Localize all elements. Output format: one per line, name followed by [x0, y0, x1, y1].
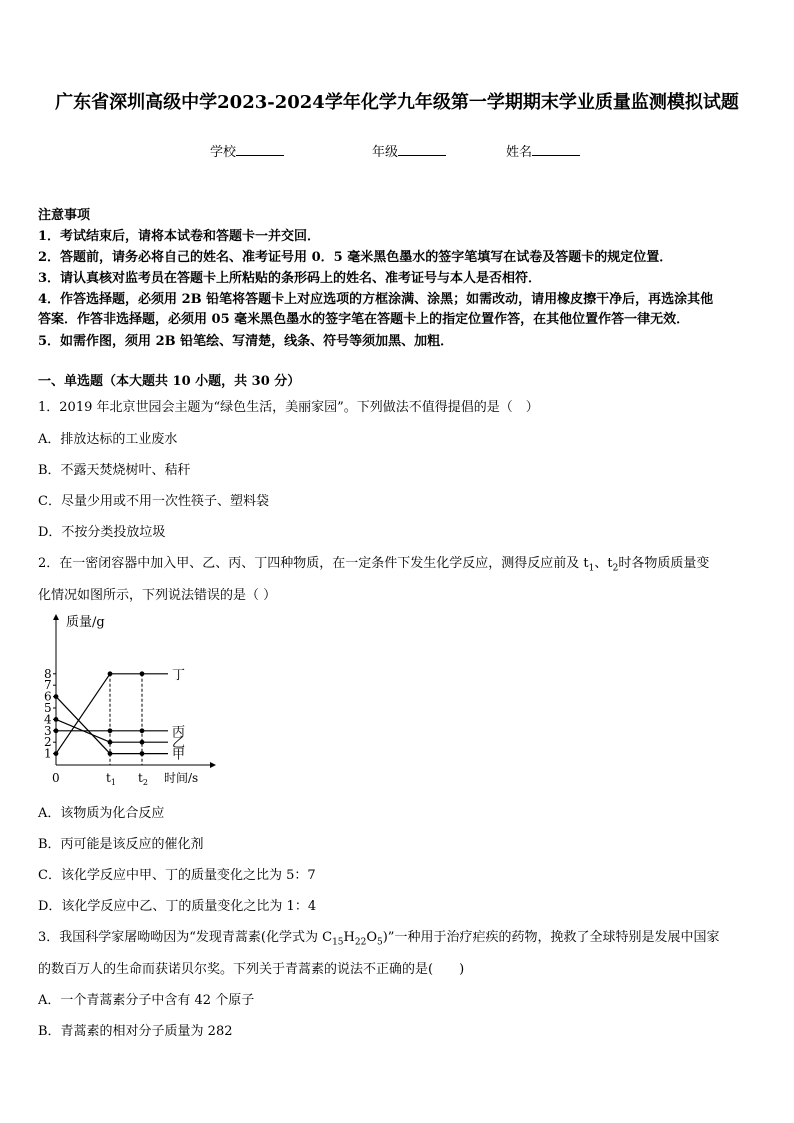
- y-tick-label: 5: [44, 701, 52, 715]
- subscript: 15: [332, 937, 344, 948]
- data-point: [108, 740, 113, 745]
- y-tick-label: 7: [44, 678, 52, 693]
- data-point: [54, 717, 59, 722]
- school-blank[interactable]: [236, 143, 284, 156]
- grade-label: 年级: [372, 145, 399, 160]
- y-tick-label: 1: [44, 746, 52, 761]
- data-point: [54, 728, 59, 733]
- q3-stem-text: )”一种用于治疗疟疾的药物，挽救了全球特别是发展中国家: [382, 930, 720, 945]
- q1-option-d: D．不按分类投放垃圾: [38, 525, 166, 540]
- series-label: 甲: [172, 747, 186, 763]
- q2-option-a: A．该物质为化合反应: [38, 806, 165, 821]
- q3-stem-line1: [38, 926, 720, 948]
- y-tick-label: 8: [44, 666, 52, 681]
- name-field[interactable]: [506, 141, 580, 160]
- q2-option-b: B．丙可能是该反应的催化剂: [38, 837, 204, 852]
- q2-stem-text: 、t: [594, 556, 613, 571]
- q3-stem-text: O: [366, 930, 377, 945]
- q2-option-d: D．该化学反应中乙、丁的质量变化之比为 1：4: [38, 899, 317, 914]
- x-tick-label: $t_2$: [138, 771, 148, 787]
- q2-stem-line2: 化情况如图所示，下列说法错误的是（ ）: [38, 588, 277, 603]
- grade-blank[interactable]: [398, 143, 446, 156]
- subscript: 1: [588, 563, 595, 574]
- note-item: 3．请认真核对监考员在答题卡上所粘贴的条形码上的姓名、准考证号与本人是否相符．: [38, 271, 542, 286]
- series-label: 丁: [172, 667, 186, 683]
- data-point: [108, 728, 113, 733]
- name-blank[interactable]: [532, 143, 580, 156]
- q2-stem-text: 2．在一密闭容器中加入甲、乙、丙、丁四种物质，在一定条件下发生化学反应，测得反应前及 t: [38, 556, 589, 571]
- x-axis-arrow: [210, 762, 216, 768]
- y-axis-label: 质量/g: [66, 615, 105, 630]
- y-tick-label: 6: [44, 689, 52, 704]
- q1-option-a: A．排放达标的工业废水: [38, 432, 178, 447]
- mass-time-chart: [40, 612, 220, 792]
- note-item: 答案．作答非选择题，必须用 05 毫米黑色墨水的签字笔在答题卡上的指定位置作答，在其他位置作答一律无效．: [38, 312, 690, 327]
- school-label: 学校: [210, 145, 237, 160]
- note-item: 2．答题前，请务必将自己的姓名、准考证号用 0．5 毫米黑色墨水的签字笔填写在试卷及答题卡的规定位置．: [38, 250, 673, 265]
- page-title: 广东省深圳高级中学2023-2024学年化学九年级第一学期期末学业质量监测模拟试题: [55, 92, 739, 113]
- q3-stem-text: H: [343, 930, 355, 945]
- data-point: [108, 751, 113, 756]
- origin-label: 0: [52, 771, 60, 785]
- y-axis-arrow: [53, 614, 59, 620]
- school-field[interactable]: [210, 141, 284, 160]
- q1-option-b: B．不露天焚烧树叶、秸秆: [38, 463, 191, 478]
- x-tick-label: $t_1$: [106, 771, 116, 787]
- subscript: 5: [377, 937, 383, 948]
- subscript: 22: [354, 937, 367, 948]
- data-point: [54, 694, 59, 699]
- q2-stem-text: 时各物质质量变: [618, 556, 710, 571]
- q3-option-a: A．一个青蒿素分子中含有 42 个原子: [38, 993, 255, 1008]
- data-point: [140, 728, 145, 733]
- note-item: 5．如需作图，须用 2B 铅笔绘、写清楚，线条、符号等须加黑、加粗．: [38, 334, 454, 349]
- q3-stem-text: 3．我国科学家屠呦呦因为“发现青蒿素(化学式为 C: [38, 930, 333, 945]
- q2-option-c: C．该化学反应中甲、丁的质量变化之比为 5：7: [38, 868, 316, 883]
- q1-stem: 1．2019 年北京世园会主题为“绿色生活，美丽家园”。下列做法不值得提倡的是（ ）: [38, 400, 539, 415]
- grade-field[interactable]: [372, 141, 446, 160]
- y-tick-label: 3: [44, 723, 52, 738]
- data-point: [140, 740, 145, 745]
- data-point: [108, 671, 113, 676]
- series-label: 丙: [172, 724, 186, 740]
- subscript: 2: [612, 563, 619, 574]
- data-point: [54, 751, 59, 756]
- q2-stem-line1: [38, 552, 710, 574]
- section-heading: 一、单选题（本大题共 10 小题，共 30 分）: [38, 374, 301, 389]
- q3-option-b: B．青蒿素的相对分子质量为 282: [38, 1024, 233, 1039]
- data-point: [140, 751, 145, 756]
- note-item: 1．考试结束后，请将本试卷和答题卡一并交回．: [38, 229, 321, 244]
- q1-option-c: C．尽量少用或不用一次性筷子、塑料袋: [38, 494, 269, 509]
- name-label: 姓名: [506, 145, 533, 160]
- notes-heading: 注意事项: [38, 208, 91, 223]
- y-tick-label: 4: [44, 712, 52, 727]
- series-label: 乙: [172, 736, 186, 752]
- x-axis-label: 时间/s: [164, 771, 199, 785]
- data-point: [140, 671, 145, 676]
- q3-stem-line2: 的数百万人的生命而获诺贝尔奖。下列关于青蒿素的说法不正确的是( ): [38, 962, 465, 977]
- series-line: [56, 697, 168, 754]
- y-tick-label: 2: [44, 735, 52, 750]
- note-item: 4．作答选择题，必须用 2B 铅笔将答题卡上对应选项的方框涂满、涂黑；如需改动，请用橡皮擦干净后，再选涂其他: [38, 292, 714, 307]
